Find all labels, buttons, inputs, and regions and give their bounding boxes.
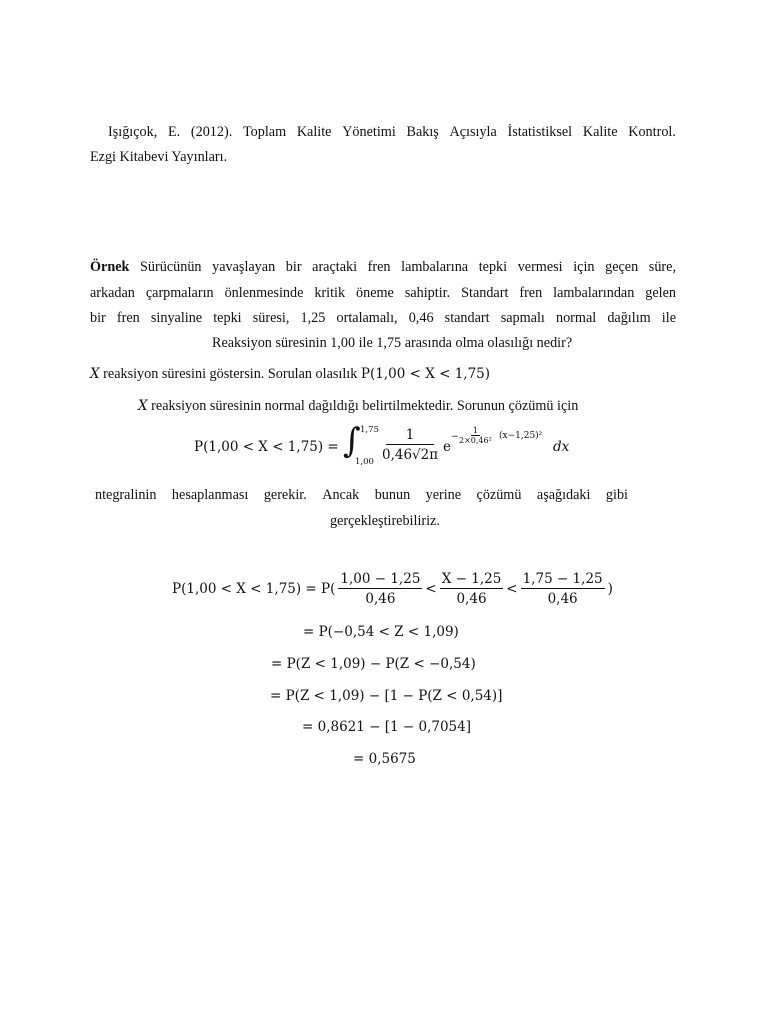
integral-numerator: 1 <box>386 427 435 445</box>
example-line-6 <box>138 397 578 415</box>
example-question: Reaksiyon süresinin 1,00 ile 1,75 arasında olma olasılığı nedir? <box>212 335 573 351</box>
frac2-denominator: 0,46 <box>456 591 487 607</box>
frac3-numerator: 1,75 − 1,25 <box>522 571 603 587</box>
integral-denominator: 0,46√2π <box>382 447 439 463</box>
solution-lhs: P(1,00 < X < 1,75) = P( <box>172 581 336 597</box>
exp-denominator: 2×0,46² <box>459 436 492 445</box>
variable-x: X <box>90 366 100 382</box>
example-line-2: arkadan çarpmaların önlenmesinde kritik öneme sahiptir. Standart fren lambalarından gelen <box>90 285 676 301</box>
after-integral-line-1 <box>95 486 628 504</box>
solution-step-4: = P(Z < 1,09) − [1 − P(Z < 0,54)] <box>270 688 503 704</box>
after-integral-text: ntegralinin hesaplanması gerekir. Ancak bunun yerine çözümü aşağıdaki gibi <box>95 487 628 503</box>
frac2-numerator: X − 1,25 <box>441 571 502 587</box>
example-line-5-text: reaksiyon süresini göstersin. Sorulan olasılık <box>103 366 358 382</box>
integral-upper-limit: 1,75 <box>360 425 379 435</box>
integral-fraction <box>380 427 440 463</box>
exp-fraction <box>458 426 493 445</box>
example-label: Örnek <box>90 259 130 275</box>
less-than: < <box>425 581 437 597</box>
solution-step-3: = P(Z < 1,09) − P(Z < −0,54) <box>271 656 476 672</box>
example-line-6-text: reaksiyon süresinin normal dağıldığı belirtilmektedir. Sorunun çözümü için <box>151 398 579 414</box>
frac3-denominator: 0,46 <box>547 591 578 607</box>
reference-line-1 <box>108 123 676 141</box>
exp-numerator: 1 <box>472 426 478 435</box>
dx: dx <box>553 439 570 455</box>
frac1-denominator: 0,46 <box>365 591 396 607</box>
example-line-3: bir fren sinyaline tepki süresi, 1,25 ortalamalı, 0,46 standart sapmalı normal dağılım ile <box>90 310 676 326</box>
integral-lower-limit: 1,00 <box>355 457 374 467</box>
solution-step-1 <box>172 571 613 607</box>
reference-text-1: Işığıçok, E. (2012). Toplam Kalite Yönetimi Bakış Açısıyla İstatistiksel Kalite Kontrol. <box>108 124 676 140</box>
solution-step-2: = P(−0,54 < Z < 1,09) <box>303 624 459 640</box>
solution-step-6: = 0,5675 <box>353 751 416 767</box>
example-line-1 <box>90 258 676 276</box>
frac1-numerator: 1,00 − 1,25 <box>340 571 421 587</box>
exp-sign: − <box>451 432 459 442</box>
less-than: < <box>506 581 518 597</box>
reference-line-2: Ezgi Kitabevi Yayınları. <box>90 149 228 165</box>
exp-base: e <box>443 439 451 455</box>
after-integral-line-2: gerçekleştirebiliriz. <box>330 513 440 529</box>
solution-step-5: = 0,8621 − [1 − 0,7054] <box>302 719 471 735</box>
variable-x: X <box>138 398 148 414</box>
asked-probability: P(1,00 < X < 1,75) <box>360 366 491 382</box>
exp-rest: (x−1,25)² <box>499 431 543 441</box>
integral-lhs: P(1,00 < X < 1,75) = <box>194 439 339 455</box>
integral-sign: ∫ <box>343 421 361 461</box>
example-line-1-text: Sürücünün yavaşlayan bir araçtaki fren lambalarına tepki vermesi için geçen süre, <box>140 259 676 275</box>
example-line-5 <box>90 365 490 383</box>
closing-paren: ) <box>607 581 613 597</box>
